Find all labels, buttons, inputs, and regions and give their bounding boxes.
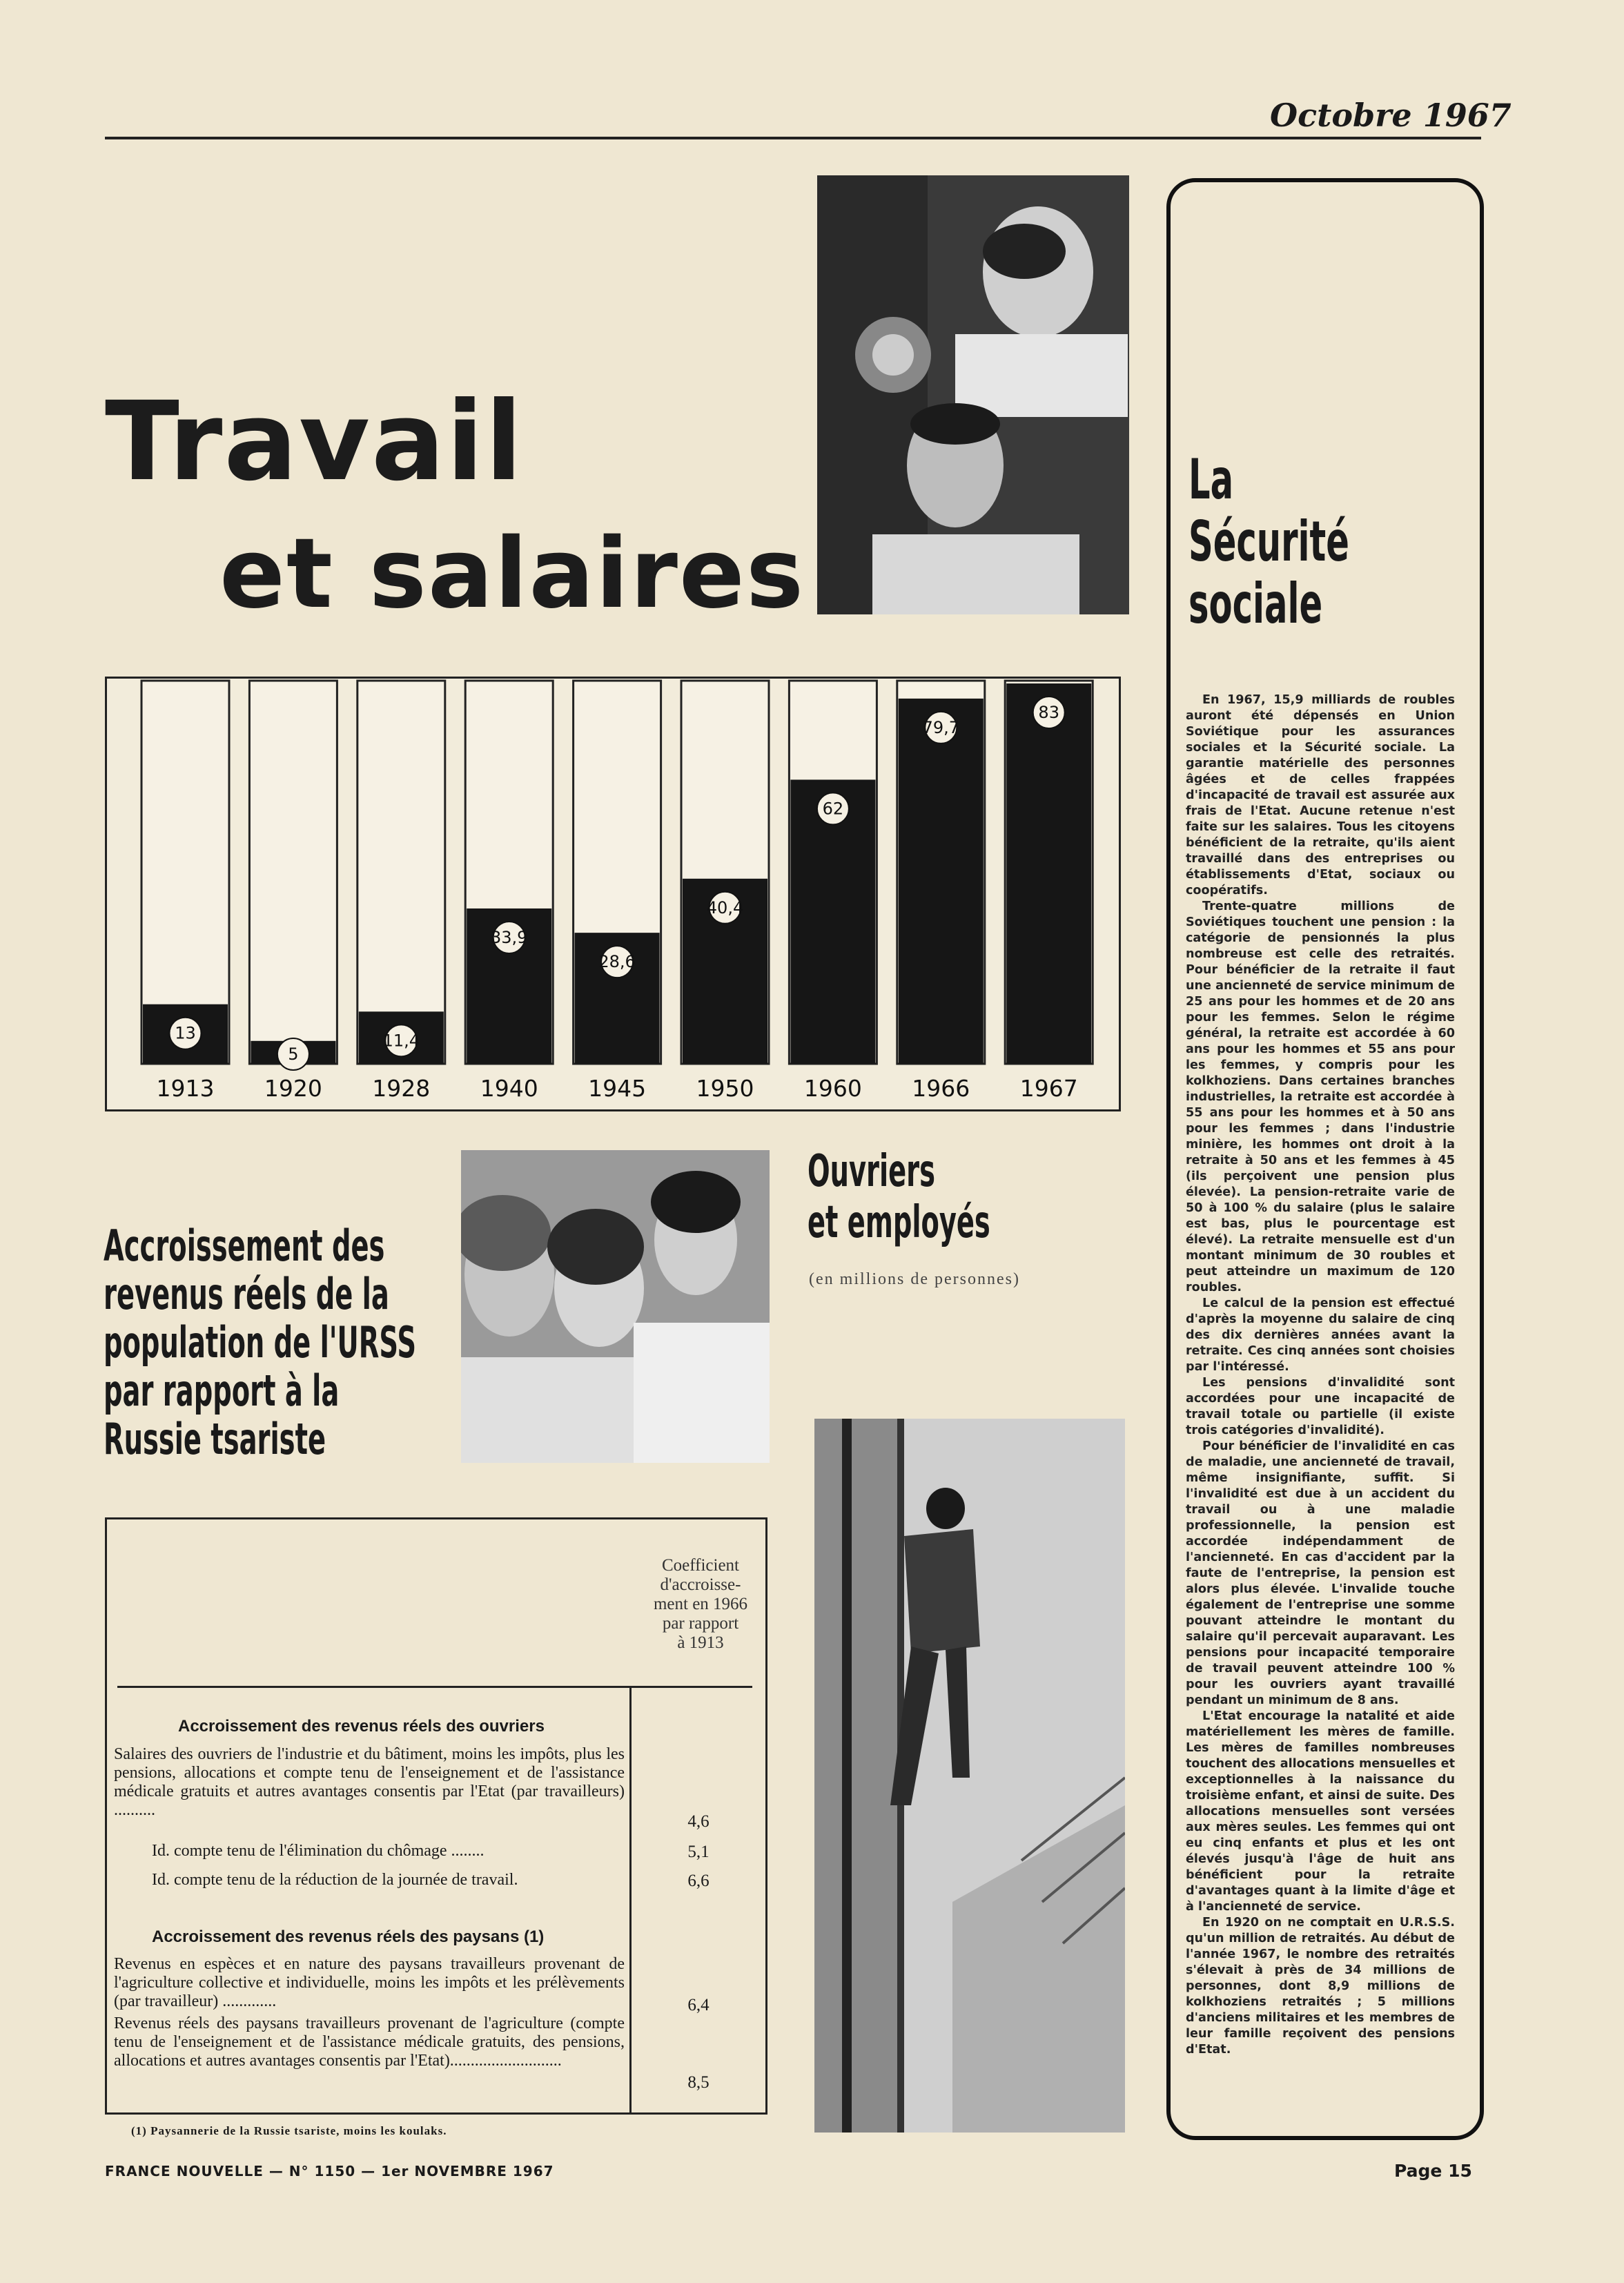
column-header-line: d'accroisse- (660, 1575, 741, 1594)
accroissement-heading-line: Russie tsariste (104, 1414, 326, 1464)
bar-value-label: 11,4 (382, 1031, 420, 1051)
table-column-header (642, 1556, 759, 1653)
sidebar-paragraph: Trente-quatre millions de Soviétiques touchent une pension : la catégorie de pensionnés la plus nombreuse est celle des retraités. Pour bénéficier de la retraite il faut une ancienneté de service minimum de 25 ans pour les hommes et de 20 ans pour les femmes. Selon le régime général, la retraite est accordée à 60 ans pour les hommes et 55 ans pour les femmes, y compris pour les kolkhoziens. Dans certaines branches industrielles, la retraite est accordée à 55 ans pour les hommes et à 50 ans pour les femmes ; dans l'industrie minière, les hommes ont droit à la retraite à 50 ans et les femmes à 45 (ils perçoivent une pension plus élevée). La pension-retraite varie de 50 à 100 % du salaire (plus le salaire est bas, plus le pourcentage est élevé). La retraite mensuelle est d'un montant minimum de 30 roubles et peut atteindre un maximum de 120 roubles. (1186, 900, 1455, 1294)
x-tick-label: 1940 (480, 1075, 538, 1102)
photo-worker-on-scaffold (814, 1419, 1125, 2133)
photo-three-women (461, 1150, 770, 1463)
table-row-value: 5,1 (687, 1843, 710, 1861)
bar-frame (358, 681, 445, 1064)
x-tick-label: 1920 (264, 1075, 322, 1102)
x-tick-label: 1950 (696, 1075, 754, 1102)
ouvriers-subtitle: (en millions de personnes) (809, 1270, 1020, 1288)
income-chart (105, 677, 1121, 1111)
sidebar-paragraph: Le calcul de la pension est effectué d'après la moyenne du salaire de cinq des dix dernières années avant la retraite. Ces cinq années sont choisies par l'intéressé. (1186, 1296, 1455, 1374)
bar-frame (249, 681, 337, 1064)
table-header-rule (117, 1686, 752, 1688)
issue-date: Octobre 1967 (1270, 97, 1512, 134)
header-rule (105, 137, 1481, 139)
ouvriers-heading-line: et employés (808, 1197, 990, 1248)
x-tick-label: 1966 (912, 1075, 970, 1102)
bar-value-label: 5 (288, 1045, 299, 1064)
page-title-line-1: Travail (105, 378, 524, 505)
sidebar-paragraph: L'Etat encourage la natalité et aide matériellement les mères de famille. Les mères de familles nombreuses touchent des allocations mensuelles et exceptionnelles à la naissance du troisième enfant, et ainsi de suite. Des allocations mensuelles sont versées aux mères seules. Les femmes qui ont eu cinq enfants et plus et les ont élevés jusqu'à l'âge de huit ans bénéficient pour la retraite d'avantages quant à la limite d'âge et à l'ancienneté de service. (1186, 1709, 1455, 1914)
x-tick-label: 1913 (156, 1075, 215, 1102)
income-chart-svg (107, 679, 1123, 1114)
ouvriers-heading-line: Ouvriers (808, 1146, 935, 1197)
sidebar-paragraph: En 1967, 15,9 milliards de roubles auront été dépensés en Union Soviétique pour les assurances sociales et la Sécurité sociale. La garantie matérielle des personnes âgées et de celles frappées d'incapacité de travail est assurée aux frais de l'Etat. Aucune retenue n'est faite sur les salaires. Tous les citoyens bénéficient de la retraite, qu'ils aient travaillé dans des entreprises ou établissements d'Etat, sociaux ou coopératifs. (1186, 693, 1455, 897)
page-title-line-2: et salaires (219, 518, 805, 630)
sidebar-title-line: La (1188, 447, 1234, 512)
bar-value-label: 79,7 (922, 717, 960, 737)
sidebar-title (1188, 449, 1349, 635)
table-column-rule (629, 1688, 632, 2115)
accroissement-heading-line: revenus réels de la (104, 1269, 389, 1319)
x-tick-label: 1928 (372, 1075, 431, 1102)
bar-value-label: 83 (1038, 703, 1059, 722)
sidebar-title-line: sociale (1188, 572, 1323, 636)
column-header-line: à 1913 (677, 1633, 724, 1652)
sidebar-paragraph: En 1920 on ne comptait en U.R.S.S. qu'un million de retraités. Au début de l'année 1967, le nombre des retraités s'élevait à près de 34 millions de personnes, dont 8,9 millions de kolkhoziens retraités ; 5 millions d'anciens militaires et les membres de leur famille reçoivent des pensions d'Etat. (1186, 1916, 1455, 2057)
bar (899, 699, 984, 1064)
sidebar-paragraph: Pour bénéficier de l'invalidité en cas de maladie, une ancienneté de travail, même insignifiante, suffit. Si l'invalidité est due à un accident du travail ou à une maladie professionnelle, la pension est accordée indépendamment de l'ancienneté. En cas d'accident par la faute de l'entreprise, la pension est alors plus élevée. L'invalide touche également de l'entreprise une somme pouvant atteindre le montant du salaire qu'il percevait auparavant. Les pensions pour incapacité temporaire de travail peuvent atteindre 100 % pour les ouvriers ayant travaillé pendant un minimum de 8 ans. (1186, 1439, 1455, 1707)
x-tick-label: 1960 (803, 1075, 862, 1102)
table-section-title: Accroissement des revenus réels des paysans (1) (152, 1927, 545, 1946)
table-row-label: Id. compte tenu de la réduction de la journée de travail. (152, 1871, 518, 1889)
column-header-line: par rapport (662, 1614, 739, 1633)
sidebar-title-line: Sécurité (1188, 509, 1349, 574)
table-footnote: (1) Paysannerie de la Russie tsariste, moins les koulaks. (131, 2124, 447, 2137)
ouvriers-heading (808, 1146, 990, 1248)
bar-value-label: 40,4 (706, 897, 744, 917)
table-row-label: Revenus en espèces et en nature des paysans travailleurs provenant de l'agriculture collective et individuelle, moins les impôts et les prélèvements (par travailleur) ............. (114, 1955, 625, 2010)
bar-value-label: 28,6 (598, 952, 636, 972)
table-row-value: 6,4 (687, 1996, 710, 2014)
accroissement-heading-line: par rapport à la (104, 1366, 340, 1416)
sidebar-article (1186, 692, 1455, 2058)
bar-value-label: 33,9 (490, 927, 528, 947)
x-tick-label: 1967 (1019, 1075, 1078, 1102)
table-section-title: Accroissement des revenus réels des ouvriers (178, 1717, 545, 1736)
photo-workers-welding (817, 175, 1129, 614)
table-row-label: Revenus réels des paysans travailleurs provenant de l'agriculture (compte tenu de l'enseignement et de l'assistance médicale gratuits, des pensions, allocations et autres avantages consentis par l'Etat)........................... (114, 2014, 625, 2070)
column-header-line: Coefficient (662, 1556, 739, 1575)
accroissement-heading-line: Accroissement des (104, 1221, 385, 1271)
table-row-label: Salaires des ouvriers de l'industrie et du bâtiment, moins les impôts, plus les pensions, allocations et compte tenu de l'enseignement et de l'assistance médicale gratuits et autres avantages consentis par l'Etat (par travailleurs) .......... (114, 1745, 625, 1819)
table-row-label: Id. compte tenu de l'élimination du chômage ........ (152, 1842, 485, 1860)
accroissement-heading (104, 1222, 416, 1464)
table-row-value: 6,6 (687, 1872, 710, 1890)
sidebar-paragraph: Les pensions d'invalidité sont accordées pour une incapacité de travail totale ou partielle (il existe trois catégories d'invalidité). (1186, 1376, 1455, 1437)
bar-value-label: 62 (822, 799, 844, 819)
accroissement-heading-line: population de l'URSS (104, 1317, 417, 1368)
bar-value-label: 13 (175, 1023, 196, 1043)
bar (1006, 683, 1091, 1064)
footer-publication: FRANCE NOUVELLE — N° 1150 — 1er NOVEMBRE 1967 (105, 2163, 554, 2179)
x-tick-label: 1945 (588, 1075, 647, 1102)
table-row-value: 4,6 (687, 1812, 710, 1831)
column-header-line: ment en 1966 (653, 1595, 748, 1613)
footer-page-number: Page 15 (1394, 2161, 1472, 2181)
table-row-value: 8,5 (687, 2073, 710, 2092)
